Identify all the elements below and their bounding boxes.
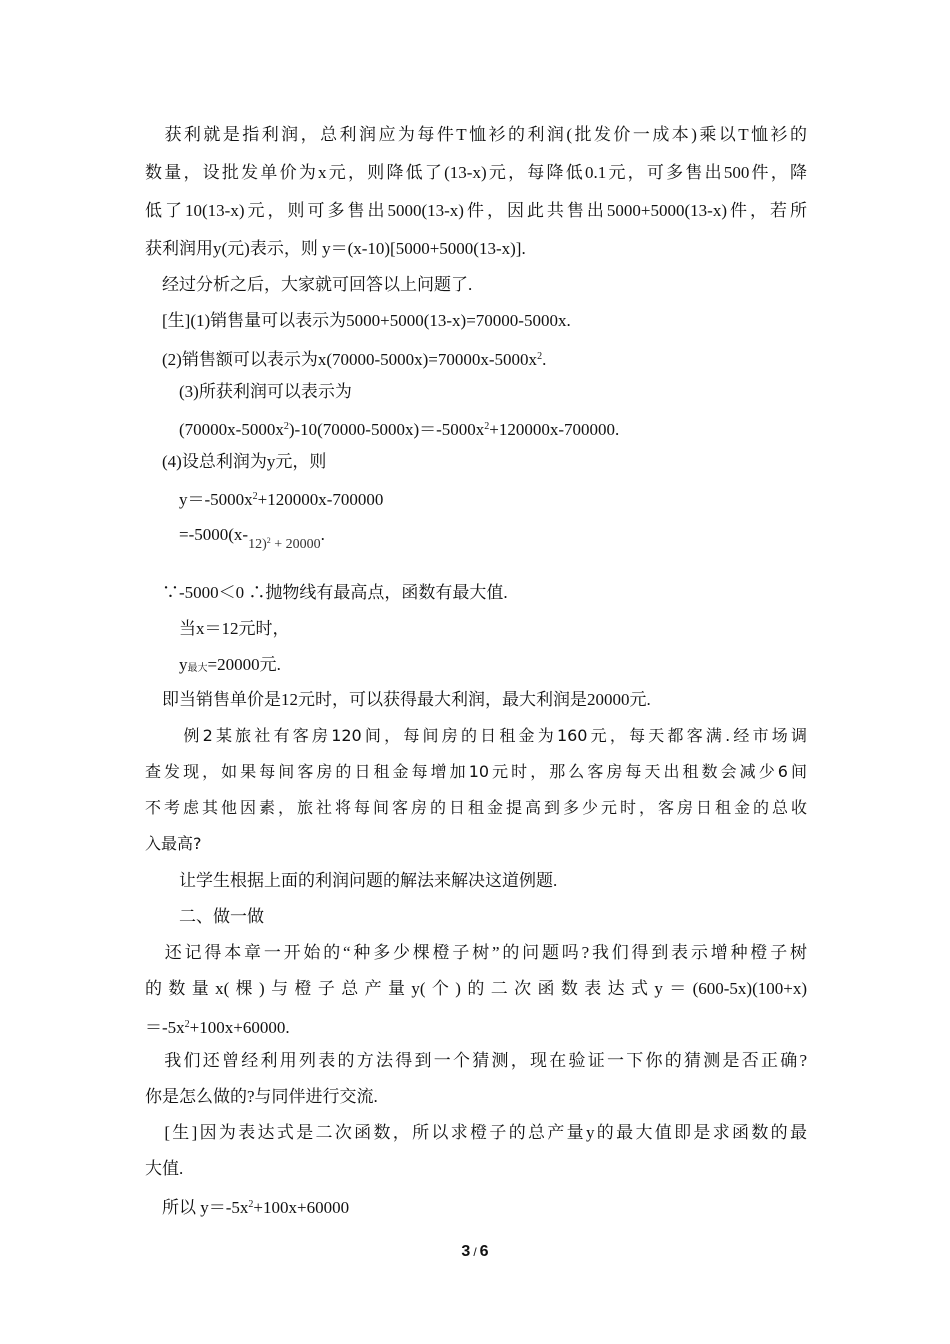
exponent: 2 xyxy=(252,491,258,502)
paragraph-line: 大值. xyxy=(145,1159,184,1178)
paragraph-line: 还记得本章一开始的“种多少棵橙子树”的问题吗?我们得到表示增种橙子树 xyxy=(145,943,807,962)
answer-line: (3)所获利润可以表示为 xyxy=(145,382,352,401)
exponent: 2 xyxy=(184,1019,190,1030)
section-heading: 二、做一做 xyxy=(145,907,264,926)
formula-line xyxy=(145,1013,807,1040)
answer-line xyxy=(145,345,807,372)
text-run: (2)销售额可以表示为x(70000-5000x)=70000x-5000x xyxy=(145,350,538,369)
period: . xyxy=(320,525,325,544)
text-run: +120000x-700000. xyxy=(489,420,620,439)
paragraph-line: 获利就是指利润，总利润应为每件T恤衫的利润(批发价一成本)乘以T恤衫的 xyxy=(145,125,807,144)
text-run: y＝-5000x xyxy=(145,490,253,509)
subscript: 最大 xyxy=(187,663,208,674)
example-line: 不考虑其他因素，旅社将每间客房的日租金提高到多少元时，客房日租金的总收 xyxy=(145,798,807,817)
paragraph-line: 即当销售单价是12元时，可以获得最大利润，最大利润是20000元. xyxy=(145,690,651,709)
paragraph-line: 经过分析之后，大家就可回答以上问题了. xyxy=(145,275,473,294)
text-run: 12) xyxy=(248,537,267,552)
text-run: +100x+60000 xyxy=(253,1198,350,1217)
exponent: 2 xyxy=(248,1199,254,1210)
formula-line xyxy=(145,653,807,681)
example-line: 查发现，如果每间客房的日租金每增加10元时，那么客房每天出租数会减少6间 xyxy=(145,762,807,781)
answer-line: [生](1)销售量可以表示为5000+5000(13-x)=70000-5000x. xyxy=(145,311,571,330)
page-separator: / xyxy=(473,1245,477,1259)
paragraph-line: [生]因为表达式是二次函数，所以求橙子的总产量y的最大值即是求函数的最 xyxy=(145,1123,807,1142)
formula-image-text xyxy=(248,537,321,552)
text-run: )-10(70000-5000x)＝-5000x xyxy=(288,420,485,439)
text-run: y xyxy=(145,655,188,674)
example-line: 入最高? xyxy=(145,834,202,853)
text-run: =20000元. xyxy=(207,655,281,674)
paragraph-line: 你是怎么做的?与同伴进行交流. xyxy=(145,1087,378,1106)
reasoning-line: ∵-5000＜0 ∴抛物线有最高点，函数有最大值. xyxy=(145,583,508,602)
paragraph-line: 获利润用y(元)表示，则 y＝(x-10)[5000+5000(13-x)]. xyxy=(145,239,526,258)
text-run: 所以 y＝-5x xyxy=(145,1198,249,1217)
text-run: ＝-5x xyxy=(145,1018,185,1037)
formula-line: 当x＝12元时， xyxy=(145,619,290,638)
page-current: 3 xyxy=(461,1243,471,1260)
text-run: =-5000(x- xyxy=(145,525,249,544)
paragraph-line: 低了10(13-x)元，则可多售出5000(13-x)件，因此共售出5000+5000(13-x)件，若所 xyxy=(145,201,807,220)
formula-line xyxy=(145,485,807,512)
exponent: 2 xyxy=(537,351,543,362)
paragraph-line: 的数量x(棵)与橙子总产量y(个)的二次函数表达式y＝(600-5x)(100+x) xyxy=(145,979,807,998)
paragraph-line: 数量，设批发单价为x元，则降低了(13-x)元，每降低0.1元，可多售出500件，降 xyxy=(145,163,807,182)
answer-line: (4)设总利润为y元，则 xyxy=(145,452,327,471)
page-number xyxy=(0,1243,950,1261)
period: . xyxy=(542,350,547,369)
paragraph-line: 我们还曾经利用列表的方法得到一个猜测，现在验证一下你的猜测是否正确? xyxy=(145,1051,807,1070)
formula-line xyxy=(145,1193,807,1220)
exponent: 2 xyxy=(484,421,490,432)
example-line: 例2某旅社有客房120间，每间房的日租金为160元，每天都客满.经市场调 xyxy=(145,726,807,745)
paragraph-line: 让学生根据上面的利润问题的解法来解决这道例题. xyxy=(145,871,558,890)
page-total: 6 xyxy=(479,1243,489,1260)
text-run: + 20000 xyxy=(274,537,321,552)
text-run: +100x+60000. xyxy=(189,1018,290,1037)
formula-line xyxy=(145,521,807,552)
exponent: 2 xyxy=(266,536,271,545)
text-run: (70000x-5000x xyxy=(145,420,284,439)
exponent: 2 xyxy=(283,421,289,432)
text-run: +120000x-700000 xyxy=(257,490,384,509)
formula-line xyxy=(145,415,807,442)
